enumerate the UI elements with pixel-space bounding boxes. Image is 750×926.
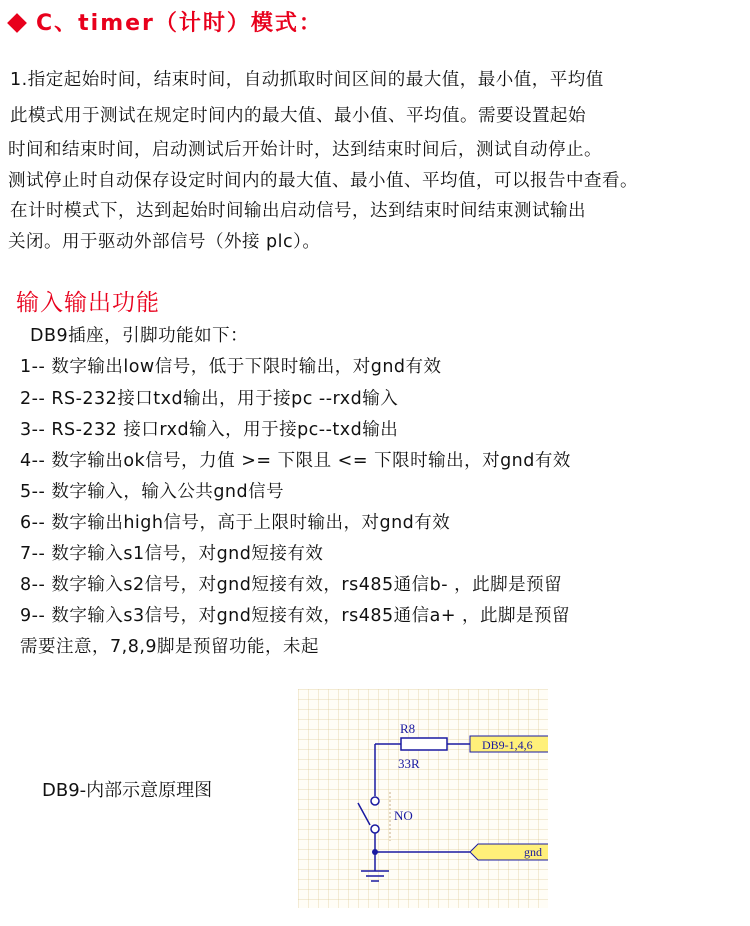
switch-label: NO [394, 808, 413, 823]
pin-line-7: 7-- 数字输入s1信号，对gnd短接有效 [20, 544, 324, 564]
paragraph-line-1: 1.指定起始时间，结束时间，自动抓取时间区间的最大值，最小值，平均值 [10, 70, 604, 90]
io-section-title: 输入输出功能 [16, 290, 160, 316]
paragraph-line-4: 测试停止时自动保存设定时间内的最大值、最小值、平均值，可以报告中查看。 [8, 171, 638, 191]
section-title-text: C、timer（计时）模式： [36, 11, 323, 36]
diagram-caption: DB9-内部示意原理图 [42, 780, 213, 801]
reserved-note: 需要注意，7,8,9脚是预留功能，未起 [20, 637, 320, 657]
schematic-diagram [298, 689, 548, 908]
paragraph-line-3: 时间和结束时间，启动测试后开始计时，达到结束时间后，测试自动停止。 [8, 140, 602, 160]
switch-contact-top-icon [371, 797, 379, 805]
resistor-value: 33R [398, 756, 420, 771]
switch-blade-icon [358, 803, 370, 825]
paragraph-line-2: 此模式用于测试在规定时间内的最大值、最小值、平均值。需要设置起始 [10, 106, 586, 126]
pin-line-3: 3-- RS-232 接口rxd输入，用于接pc--txd输出 [20, 420, 399, 440]
paragraph-line-5: 在计时模式下，达到起始时间输出启动信号，达到结束时间结束测试输出 [10, 201, 586, 221]
db9-intro: DB9插座，引脚功能如下： [30, 326, 249, 346]
resistor-icon [401, 738, 447, 750]
diamond-bullet-icon [7, 13, 27, 33]
pin-line-6: 6-- 数字输出high信号，高于上限时输出，对gnd有效 [20, 513, 451, 533]
pin-line-9: 9-- 数字输入s3信号，对gnd短接有效，rs485通信a+ ，此脚是预留 [20, 606, 571, 626]
switch-contact-bottom-icon [371, 825, 379, 833]
netlabel-top: DB9-1,4,6 [482, 738, 533, 752]
pin-line-2: 2-- RS-232接口txd输出，用于接pc --rxd输入 [20, 389, 399, 409]
pin-line-4: 4-- 数字输出ok信号，力值 >= 下限且 <= 下限时输出，对gnd有效 [20, 451, 571, 471]
netlabel-gnd: gnd [524, 845, 542, 859]
schematic-svg [298, 689, 548, 908]
section-title [6, 6, 323, 37]
pin-line-8: 8-- 数字输入s2信号，对gnd短接有效，rs485通信b- ，此脚是预留 [20, 575, 563, 595]
paragraph-line-6: 关闭。用于驱动外部信号（外接 plc）。 [8, 232, 321, 252]
resistor-name: R8 [400, 721, 416, 736]
pin-line-5: 5-- 数字输入，输入公共gnd信号 [20, 482, 285, 502]
pin-line-1: 1-- 数字输出low信号，低于下限时输出，对gnd有效 [20, 357, 442, 377]
